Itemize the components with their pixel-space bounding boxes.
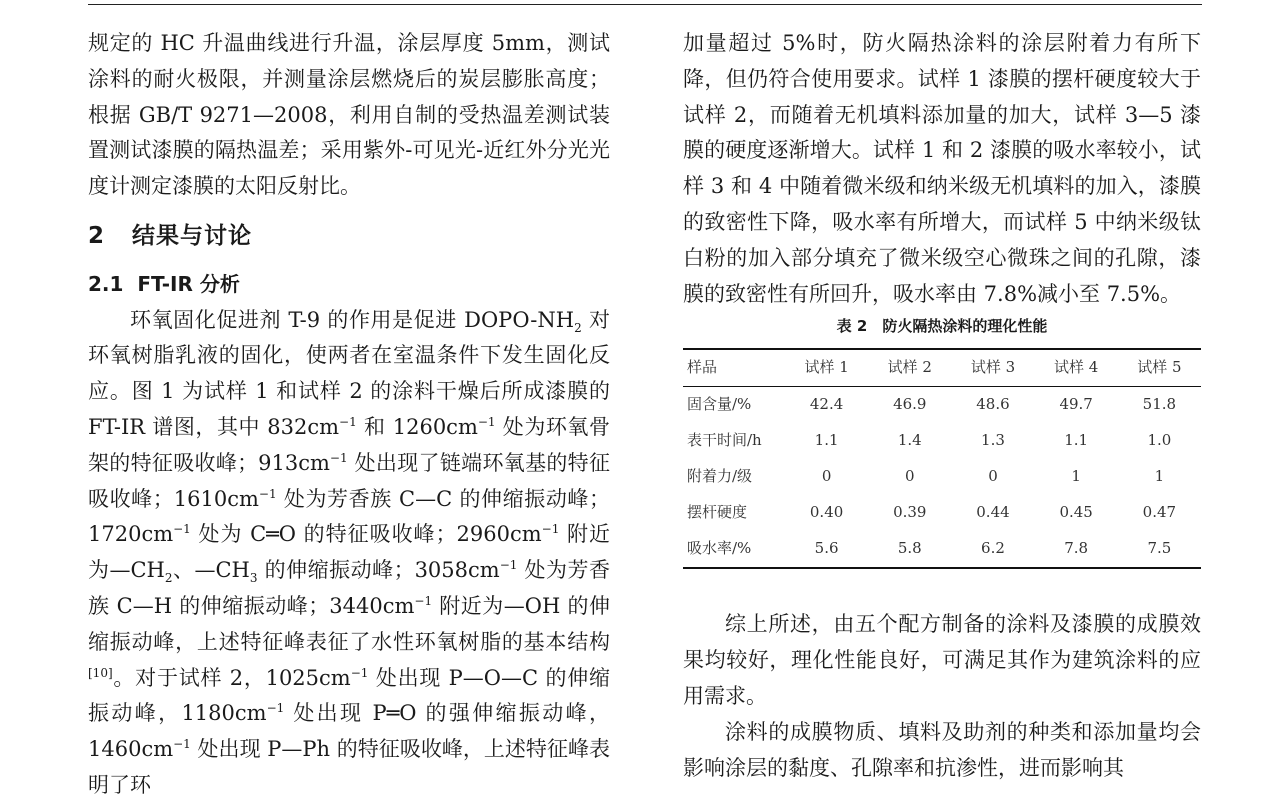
- table-cell: 48.6: [976, 395, 1010, 414]
- table-cell: 1.3: [981, 431, 1005, 450]
- header-cell: 试样 3: [970, 358, 1016, 377]
- table-row: [683, 387, 1201, 424]
- left-paragraph-2: 环氧固化促进剂 T-9 的作用是促进 DOPO-$NH_2$ 对环氧树脂乳液的固化，使两者在室温条件下发生固化反应。图 1 为试样 1 和试样 2 的涂料干燥后所成漆膜的 FT-IR 谱图，其中 $832cm^{-1}$ 和 $1260cm^{-1}$ 处为环氧骨架的特征吸收峰；$913cm^{-1}$ 处出现了链端环氧基的特征吸收峰；$1610cm^{-1}$ 处为芳香族 C—C 的伸缩振动峰；$1720cm^{-1}$ 处为 C═O 的特征吸收峰；$2960cm^{-1}$ 附近为$—CH_2$、$—CH_3$ 的伸缩振动峰；$3058cm^{-1}$ 处为芳香族 C—H 的伸缩振动峰；$3440cm^{-1}$ 附近为—OH 的伸缩振动峰，上述特征峰表征了水性环氧树脂的基本结构[10]。对于试样 2，$1025cm^{-1}$ 处出现 P—O—C 的伸缩振动峰，$1180cm^{-1}$ 处出现 P═O 的强伸缩振动峰，$1460cm^{-1}$ 处出现 P—Ph 的特征吸收峰，上述特征峰表明了环: [88, 307, 611, 797]
- table-row: [683, 531, 1201, 568]
- table-row: [683, 423, 1201, 459]
- table-cell: 1.1: [1064, 431, 1089, 450]
- table-cell: 1.4: [897, 431, 922, 450]
- table-cell: 7.8: [1064, 539, 1089, 558]
- table-cell: 42.4: [809, 395, 844, 414]
- table-cell: 1: [1071, 467, 1081, 486]
- table-cell: 0: [821, 467, 832, 486]
- header-cell: 试样 4: [1054, 358, 1099, 377]
- subsection-heading: [88, 267, 610, 303]
- left-paragraph-1: 规定的 HC 升温曲线进行升温，涂层厚度 5mm，测试涂料的耐火极限，并测量涂层燃烧后的炭层膨胀高度；根据 GB/T 9271—2008，利用自制的受热温差测试装置测试漆膜的隔热温差；采用紫外-可见光-近红外分光光度计测定漆膜的太阳反射比。: [88, 31, 610, 199]
- citation: [10]: [88, 665, 113, 680]
- right-column: [683, 26, 1201, 786]
- table-cell: 0: [988, 467, 998, 486]
- table-caption: 表 2 防火隔热涂料的理化性能: [836, 317, 1048, 336]
- subsection-number: 2.1: [88, 271, 124, 296]
- section-number: 2: [88, 222, 106, 249]
- table-cell: 1: [1154, 467, 1165, 486]
- section-heading: [88, 219, 610, 255]
- top-rule: [88, 4, 1202, 5]
- header-cell: 试样 5: [1137, 358, 1182, 377]
- table-cell: 0.45: [1059, 503, 1093, 522]
- header-cell: 样品: [687, 358, 718, 377]
- row-label: 表干时间/h: [687, 431, 762, 450]
- properties-table: [683, 348, 1201, 569]
- right-paragraph-3: 涂料的成膜物质、填料及助剂的种类和添加量均会影响涂层的黏度、孔隙率和抗渗性，进而影响其: [683, 719, 1201, 780]
- table-header-row: [683, 349, 1201, 387]
- table-cell: 5.8: [897, 539, 922, 558]
- header-cell: 试样 2: [887, 358, 932, 377]
- row-label: 吸水率/%: [687, 539, 752, 558]
- table-row: [683, 459, 1201, 495]
- table-cell: 5.6: [814, 539, 839, 558]
- right-paragraph-2: 综上所述，由五个配方制备的涂料及漆膜的成膜效果均较好，理化性能良好，可满足其作为建筑涂料的应用需求。: [683, 612, 1201, 708]
- header-cell: 试样 1: [804, 358, 849, 377]
- row-label: 固含量/%: [687, 395, 752, 414]
- table-cell: 0.44: [976, 503, 1010, 522]
- table-row: [683, 495, 1201, 531]
- table-cell: 0: [905, 467, 915, 486]
- table-cell: 0.47: [1142, 503, 1177, 522]
- row-label: 摆杆硬度: [687, 503, 748, 522]
- table-cell: 1.1: [814, 431, 839, 450]
- table-cell: 0.40: [809, 503, 844, 522]
- table-cell: 46.9: [893, 395, 927, 414]
- table-cell: 0.39: [893, 503, 927, 522]
- section-title: 结果与讨论: [132, 222, 253, 249]
- table-cell: 51.8: [1142, 395, 1177, 414]
- left-column: [88, 26, 610, 804]
- table-cell: 49.7: [1059, 395, 1093, 414]
- table-cell: 6.2: [981, 539, 1005, 558]
- table-2: [683, 314, 1201, 569]
- subsection-title: FT-IR 分析: [137, 271, 240, 296]
- table-cell: 1.0: [1147, 431, 1172, 450]
- table-cell: 7.5: [1147, 539, 1172, 558]
- row-label: 附着力/级: [687, 467, 753, 486]
- right-paragraph-1: 加量超过 5%时，防火隔热涂料的涂层附着力有所下降，但仍符合使用要求。试样 1 漆膜的摆杆硬度较大于试样 2，而随着无机填料添加量的加大，试样 3—5 漆膜的硬度逐渐增大。试样 1 和 2 漆膜的吸水率较小，试样 3 和 4 中随着微米级和纳米级无机填料的加入，漆膜的致密性下降，吸水率有所增大，而试样 5 中纳米级钛白粉的加入部分填充了微米级空心微珠之间的孔隙，漆膜的致密性有所回升，吸水率由 7.8%减小至 7.5%。: [683, 31, 1201, 306]
